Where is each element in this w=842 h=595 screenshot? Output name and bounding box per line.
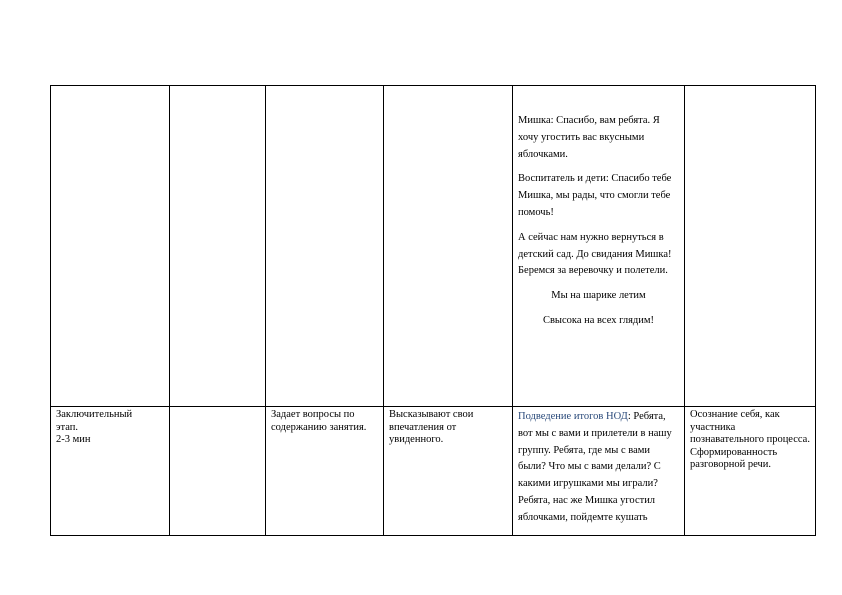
dialog-line: А сейчас нам нужно вернуться в детский сад. До свидания Мишка! Беремся за веревочку и полетели. [518,231,672,277]
lesson-plan-table [50,85,816,536]
poem-line: Мы на шарике летим [551,290,646,302]
result-cell [685,86,816,407]
empty-cell [170,407,266,536]
dialog-cell [513,86,685,407]
result-text: Осознание себя, как участника познавательного процесса. Сформированность разговорной речи. [690,409,810,471]
table-row [51,86,816,407]
children-action-cell [384,407,513,536]
stage-suffix: этап. [56,421,78,433]
summary-cell [513,407,685,536]
teacher-action-text: Задает вопросы по содержанию занятия. [271,409,367,433]
summary-title: Подведение итогов НОД [518,411,628,422]
dialog-line: Мишка: Спасибо, вам ребята. Я хочу угостить вас вкусными яблочками. [518,115,660,160]
children-action-text: Высказывают свои впечатления от увиденного. [389,409,474,446]
teacher-action-cell [266,86,384,407]
children-action-cell [384,86,513,407]
stage-cell [51,86,170,407]
dialog-line: Воспитатель и дети: Спасибо тебе Мишка, мы рады, что смогли тебе помочь! [518,173,672,218]
stage-name: Заключительный [56,409,133,420]
empty-cell [170,86,266,407]
stage-duration: 2-3 мин [56,434,91,446]
summary-text: : Ребята, вот мы с вами и прилетели в нашу группу. Ребята, где мы с вами были? Что мы с вами делали? С какими игрушками мы играли? Ребята, нас же Мишка угостил яблочками, пойдемте кушать [518,411,672,523]
table-row [51,407,816,536]
result-cell [685,407,816,536]
poem-line: Свысока на всех глядим! [542,314,655,326]
teacher-action-cell [266,407,384,536]
stage-cell [51,407,170,536]
